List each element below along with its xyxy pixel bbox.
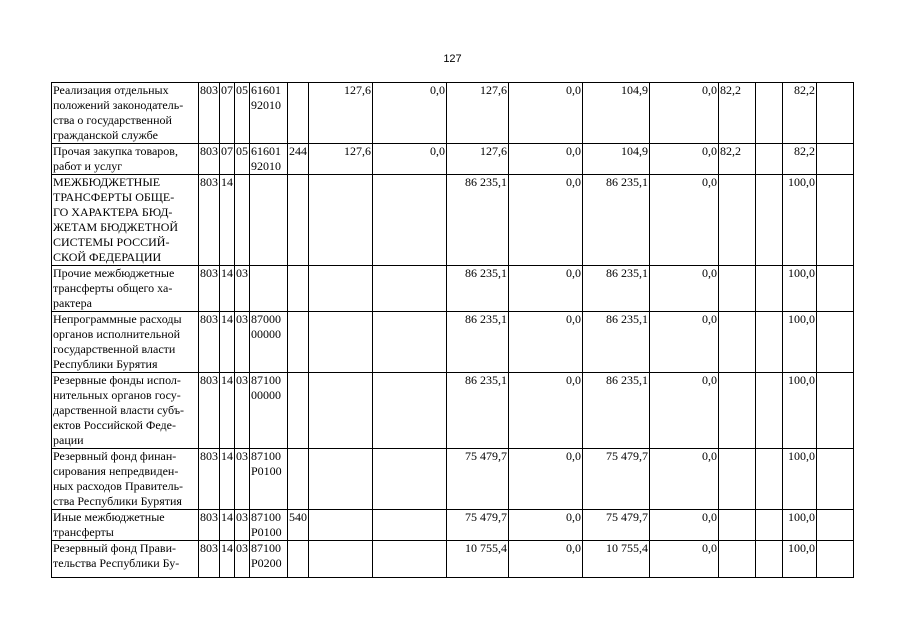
target-article-cell: 87100 00000 xyxy=(250,373,288,449)
target-article-cell xyxy=(250,266,288,312)
value-cell-10 xyxy=(817,373,854,449)
row-name-cell: Резервные фонды испол- нительных органов госу- дарственной власти субъ- ектов Российской Феде- рации xyxy=(52,373,199,449)
section-cell: 14 xyxy=(220,449,235,510)
value-cell-1 xyxy=(309,510,373,541)
row-name-cell: Иные межбюджетные трансферты xyxy=(52,510,199,541)
value-cell-3: 86 235,1 xyxy=(447,373,509,449)
section-cell: 07 xyxy=(220,144,235,175)
subsection-cell: 03 xyxy=(235,449,250,510)
section-cell: 14 xyxy=(220,541,235,578)
value-cell-3: 75 479,7 xyxy=(447,449,509,510)
table-row xyxy=(52,175,854,266)
row-name-cell: Резервный фонд финан- сирования непредвиден- ных расходов Правитель- ства Республики Бурятия xyxy=(52,449,199,510)
expense-type-cell xyxy=(288,266,309,312)
value-cell-10 xyxy=(817,449,854,510)
value-cell-8 xyxy=(756,266,783,312)
value-cell-8 xyxy=(756,541,783,578)
expense-type-cell xyxy=(288,312,309,373)
value-cell-9: 100,0 xyxy=(783,266,817,312)
value-cell-3: 86 235,1 xyxy=(447,266,509,312)
value-cell-5: 86 235,1 xyxy=(583,175,650,266)
grbs-cell: 803 xyxy=(199,510,220,541)
value-cell-5: 10 755,4 xyxy=(583,541,650,578)
section-cell: 14 xyxy=(220,373,235,449)
value-cell-2 xyxy=(373,510,447,541)
value-cell-8 xyxy=(756,510,783,541)
value-cell-7 xyxy=(719,449,756,510)
value-cell-8 xyxy=(756,175,783,266)
value-cell-1 xyxy=(309,449,373,510)
expense-type-cell xyxy=(288,83,309,144)
value-cell-10 xyxy=(817,541,854,578)
row-name-cell: Прочая закупка товаров, работ и услуг xyxy=(52,144,199,175)
grbs-cell: 803 xyxy=(199,449,220,510)
subsection-cell: 03 xyxy=(235,266,250,312)
value-cell-6: 0,0 xyxy=(650,449,719,510)
value-cell-8 xyxy=(756,373,783,449)
row-name-cell: Резервный фонд Прави- тельства Республики Бу- xyxy=(52,541,199,578)
value-cell-10 xyxy=(817,144,854,175)
value-cell-9: 100,0 xyxy=(783,175,817,266)
value-cell-2 xyxy=(373,449,447,510)
table-row xyxy=(52,510,854,541)
value-cell-2 xyxy=(373,175,447,266)
value-cell-3: 86 235,1 xyxy=(447,175,509,266)
value-cell-7 xyxy=(719,510,756,541)
value-cell-6: 0,0 xyxy=(650,266,719,312)
value-cell-10 xyxy=(817,83,854,144)
table-row xyxy=(52,144,854,175)
value-cell-4: 0,0 xyxy=(509,312,583,373)
value-cell-9: 82,2 xyxy=(783,83,817,144)
value-cell-9: 100,0 xyxy=(783,510,817,541)
page-number: 127 xyxy=(443,53,462,65)
value-cell-4: 0,0 xyxy=(509,266,583,312)
target-article-cell: 87100 Р0100 xyxy=(250,510,288,541)
value-cell-5: 75 479,7 xyxy=(583,510,650,541)
value-cell-7 xyxy=(719,175,756,266)
table-row xyxy=(52,373,854,449)
value-cell-2: 0,0 xyxy=(373,144,447,175)
value-cell-3: 127,6 xyxy=(447,144,509,175)
value-cell-8 xyxy=(756,449,783,510)
subsection-cell xyxy=(235,175,250,266)
grbs-cell: 803 xyxy=(199,373,220,449)
value-cell-7 xyxy=(719,266,756,312)
value-cell-10 xyxy=(817,175,854,266)
value-cell-9: 100,0 xyxy=(783,373,817,449)
section-cell: 14 xyxy=(220,266,235,312)
value-cell-1 xyxy=(309,541,373,578)
value-cell-7 xyxy=(719,373,756,449)
value-cell-7: 82,2 xyxy=(719,144,756,175)
expense-type-cell xyxy=(288,449,309,510)
row-name-cell: МЕЖБЮДЖЕТНЫЕ ТРАНСФЕРТЫ ОБЩЕ- ГО ХАРАКТЕРА БЮД- ЖЕТАМ БЮДЖЕТНОЙ СИСТЕМЫ РОССИЙ- СКОЙ ФЕДЕРАЦИИ xyxy=(52,175,199,266)
row-name-cell: Непрограммные расходы органов исполнительной государственной власти Республики Бурятия xyxy=(52,312,199,373)
expense-type-cell xyxy=(288,541,309,578)
value-cell-5: 86 235,1 xyxy=(583,312,650,373)
value-cell-4: 0,0 xyxy=(509,83,583,144)
budget-table xyxy=(51,82,854,578)
value-cell-5: 104,9 xyxy=(583,83,650,144)
target-article-cell: 87100 Р0100 xyxy=(250,449,288,510)
value-cell-1 xyxy=(309,266,373,312)
table-row xyxy=(52,266,854,312)
row-name-cell: Реализация отдельных положений законодатель- ства о государственной гражданской службе xyxy=(52,83,199,144)
value-cell-1: 127,6 xyxy=(309,144,373,175)
grbs-cell: 803 xyxy=(199,312,220,373)
expense-type-cell xyxy=(288,373,309,449)
value-cell-6: 0,0 xyxy=(650,541,719,578)
expense-type-cell: 244 xyxy=(288,144,309,175)
value-cell-3: 10 755,4 xyxy=(447,541,509,578)
value-cell-6: 0,0 xyxy=(650,175,719,266)
value-cell-6: 0,0 xyxy=(650,312,719,373)
row-name-cell: Прочие межбюджетные трансферты общего ха- рактера xyxy=(52,266,199,312)
value-cell-8 xyxy=(756,144,783,175)
value-cell-4: 0,0 xyxy=(509,144,583,175)
grbs-cell: 803 xyxy=(199,144,220,175)
value-cell-4: 0,0 xyxy=(509,175,583,266)
section-cell: 07 xyxy=(220,83,235,144)
value-cell-6: 0,0 xyxy=(650,510,719,541)
grbs-cell: 803 xyxy=(199,83,220,144)
value-cell-5: 86 235,1 xyxy=(583,266,650,312)
value-cell-3: 86 235,1 xyxy=(447,312,509,373)
value-cell-7 xyxy=(719,541,756,578)
value-cell-6: 0,0 xyxy=(650,144,719,175)
value-cell-8 xyxy=(756,83,783,144)
value-cell-1 xyxy=(309,312,373,373)
value-cell-2 xyxy=(373,266,447,312)
table-row xyxy=(52,449,854,510)
value-cell-1 xyxy=(309,175,373,266)
value-cell-3: 127,6 xyxy=(447,83,509,144)
value-cell-7 xyxy=(719,312,756,373)
value-cell-9: 100,0 xyxy=(783,312,817,373)
value-cell-5: 86 235,1 xyxy=(583,373,650,449)
target-article-cell: 61601 92010 xyxy=(250,83,288,144)
value-cell-1: 127,6 xyxy=(309,83,373,144)
value-cell-4: 0,0 xyxy=(509,510,583,541)
value-cell-2 xyxy=(373,373,447,449)
value-cell-3: 75 479,7 xyxy=(447,510,509,541)
value-cell-10 xyxy=(817,266,854,312)
subsection-cell: 05 xyxy=(235,83,250,144)
section-cell: 14 xyxy=(220,175,235,266)
target-article-cell: 87100 Р0200 xyxy=(250,541,288,578)
target-article-cell: 61601 92010 xyxy=(250,144,288,175)
grbs-cell: 803 xyxy=(199,541,220,578)
value-cell-10 xyxy=(817,312,854,373)
value-cell-4: 0,0 xyxy=(509,373,583,449)
value-cell-6: 0,0 xyxy=(650,83,719,144)
grbs-cell: 803 xyxy=(199,175,220,266)
subsection-cell: 05 xyxy=(235,144,250,175)
value-cell-10 xyxy=(817,510,854,541)
value-cell-9: 100,0 xyxy=(783,449,817,510)
subsection-cell: 03 xyxy=(235,541,250,578)
value-cell-4: 0,0 xyxy=(509,541,583,578)
table-row xyxy=(52,83,854,144)
subsection-cell: 03 xyxy=(235,312,250,373)
value-cell-2: 0,0 xyxy=(373,83,447,144)
value-cell-2 xyxy=(373,312,447,373)
value-cell-7: 82,2 xyxy=(719,83,756,144)
table-row xyxy=(52,312,854,373)
section-cell: 14 xyxy=(220,312,235,373)
expense-type-cell xyxy=(288,175,309,266)
value-cell-9: 100,0 xyxy=(783,541,817,578)
value-cell-8 xyxy=(756,312,783,373)
target-article-cell: 87000 00000 xyxy=(250,312,288,373)
value-cell-2 xyxy=(373,541,447,578)
value-cell-5: 104,9 xyxy=(583,144,650,175)
table-row xyxy=(52,541,854,578)
value-cell-1 xyxy=(309,373,373,449)
value-cell-9: 82,2 xyxy=(783,144,817,175)
expense-type-cell: 540 xyxy=(288,510,309,541)
section-cell: 14 xyxy=(220,510,235,541)
grbs-cell: 803 xyxy=(199,266,220,312)
subsection-cell: 03 xyxy=(235,510,250,541)
value-cell-4: 0,0 xyxy=(509,449,583,510)
value-cell-6: 0,0 xyxy=(650,373,719,449)
target-article-cell xyxy=(250,175,288,266)
subsection-cell: 03 xyxy=(235,373,250,449)
value-cell-5: 75 479,7 xyxy=(583,449,650,510)
